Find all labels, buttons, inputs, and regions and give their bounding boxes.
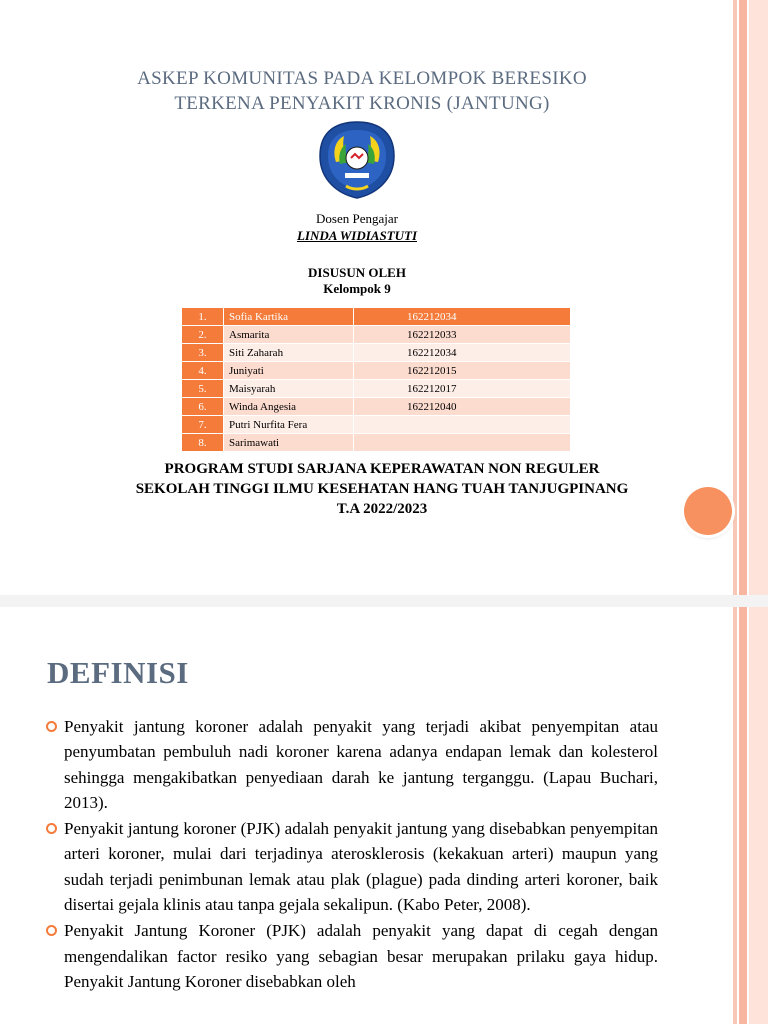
member-nim: 162212033 (354, 326, 571, 344)
table-row (182, 326, 571, 344)
definisi-bullet-list (45, 714, 658, 995)
member-name: Asmarita (224, 326, 354, 344)
member-nim: 162212034 (354, 344, 571, 362)
member-nim: 162212017 (354, 380, 571, 398)
program-line1: PROGRAM STUDI SARJANA KEPERAWATAN NON REGULER (164, 461, 600, 477)
member-number: 1. (182, 308, 224, 326)
bullet-icon (46, 823, 57, 834)
table-row (182, 308, 571, 326)
disusun-label: DISUSUN OLEH (308, 265, 406, 280)
dosen-name: LINDA WIDIASTUTI (296, 228, 418, 243)
member-nim: 162212015 (354, 362, 571, 380)
member-number: 7. (182, 416, 224, 434)
member-number: 3. (182, 344, 224, 362)
table-row (182, 380, 571, 398)
member-name: Sofia Kartika (224, 308, 354, 326)
table-row (182, 416, 571, 434)
kelompok-label: Kelompok 9 (323, 281, 391, 296)
bullet-icon (46, 925, 57, 936)
member-name: Sarimawati (224, 434, 354, 452)
program-line3: T.A 2022/2023 (336, 501, 428, 517)
slide-title-line2: TERKENA PENYAKIT KRONIS (JANTUNG) (174, 93, 550, 114)
bullet-text: Penyakit jantung koroner adalah penyakit yang terjadi akibat penyempitan atau penyumbatan pembuluh nadi koroner karena adanya endapan lemak dan kolesterol sehingga mengakibatkan penyediaan darah ke jantung terganggu. (Lapau Buchari, 2013). (64, 717, 658, 812)
member-name: Maisyarah (224, 380, 354, 398)
decorative-circle (684, 487, 732, 535)
decorative-stripes (733, 607, 768, 1024)
bullet-text: Penyakit Jantung Koroner (PJK) adalah penyakit yang dapat di cegah dengan mengendalikan factor resiko yang sebagian besar merupakan prilaku gaya hidup. Penyakit Jantung Koroner disebabkan oleh (64, 921, 658, 991)
member-number: 2. (182, 326, 224, 344)
bullet-icon (46, 721, 57, 732)
dosen-label: Dosen Pengajar (316, 211, 398, 226)
member-number: 6. (182, 398, 224, 416)
institution-logo-icon (318, 120, 396, 200)
list-item (45, 918, 658, 994)
table-row (182, 434, 571, 452)
member-number: 8. (182, 434, 224, 452)
bullet-text: Penyakit jantung koroner (PJK) adalah penyakit jantung yang disebabkan penyempitan arteri koroner, mulai dari terjadinya aterosklerosis (kekakuan arteri) maupun yang sudah terjadi penimbunan lemak atau plak (plague) pada dinding arteri koroner, baik disertai gejala klinis atau tanpa gejala sekalipun. (Kabo Peter, 2008). (64, 819, 658, 915)
decorative-stripes (733, 0, 768, 595)
member-name: Siti Zaharah (224, 344, 354, 362)
member-nim: 162212040 (354, 398, 571, 416)
member-name: Putri Nurfita Fera (224, 416, 354, 434)
table-row (182, 344, 571, 362)
definisi-heading: DEFINISI (47, 655, 189, 690)
members-table (181, 307, 571, 452)
member-name: Juniyati (224, 362, 354, 380)
program-line2: SEKOLAH TINGGI ILMU KESEHATAN HANG TUAH TANJUGPINANG (135, 481, 629, 497)
member-number: 4. (182, 362, 224, 380)
slide-title-line1: ASKEP KOMUNITAS PADA KELOMPOK BERESIKO (137, 68, 587, 89)
member-number: 5. (182, 380, 224, 398)
list-item (45, 816, 658, 917)
table-row (182, 362, 571, 380)
list-item (45, 714, 658, 815)
table-row (182, 398, 571, 416)
member-nim: 162212034 (354, 308, 571, 326)
slide-separator (0, 595, 768, 607)
member-nim (354, 416, 571, 434)
member-name: Winda Angesia (224, 398, 354, 416)
member-nim (354, 434, 571, 452)
program-block (50, 459, 714, 519)
